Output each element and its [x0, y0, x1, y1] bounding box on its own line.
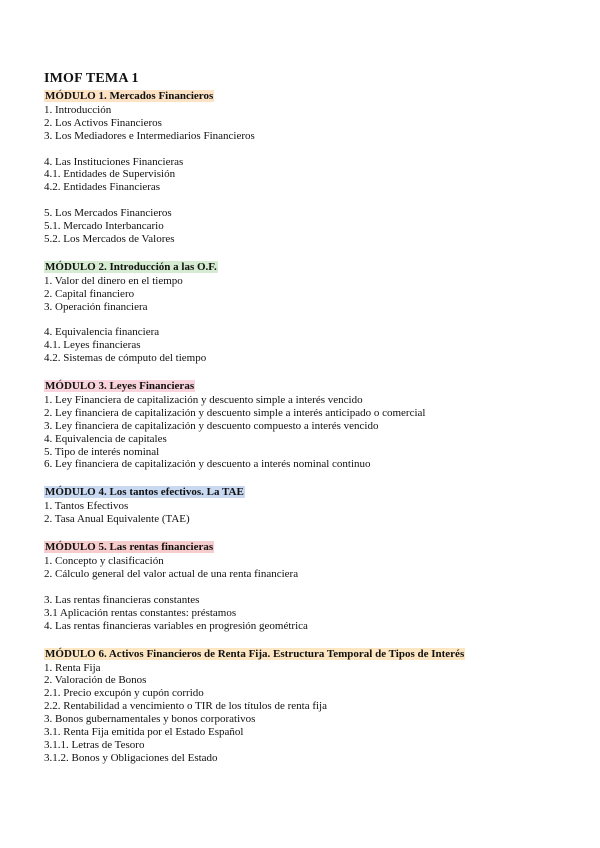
spacer	[44, 581, 584, 594]
list-item: 2. Capital financiero	[44, 287, 135, 300]
module-1-items	[44, 104, 584, 246]
module-3-items	[44, 394, 584, 471]
module-6-heading: MÓDULO 6. Activos Financieros de Renta Fija. Estructura Temporal de Tipos de Interés	[45, 647, 465, 660]
list-item: 3. Bonos gubernamentales y bonos corporativos	[44, 713, 256, 726]
list-item: 1. Introducción	[44, 104, 112, 116]
list-item: 2. Ley financiera de capitalización y descuento simple a interés anticipado o comercial	[44, 406, 426, 419]
list-item: 2. Cálculo general del valor actual de una renta financiera	[44, 568, 299, 581]
list-item: 1. Concepto y clasificación	[44, 555, 164, 568]
list-item: 3.1.2. Bonos y Obligaciones del Estado	[44, 751, 218, 764]
module-2	[44, 257, 584, 365]
list-item: 3.1.1. Letras de Tesoro	[44, 738, 145, 751]
list-item: 4. Las Instituciones Financieras	[44, 155, 184, 168]
module-1	[44, 86, 584, 246]
module-4	[44, 482, 584, 526]
list-item: 4. Equivalencia financiera	[44, 326, 160, 339]
list-item: 3. Los Mediadores e Intermediarios Financieros	[44, 129, 255, 142]
list-item: 1. Ley Financiera de capitalización y descuento simple a interés vencido	[44, 394, 363, 407]
list-item: 3.1 Aplicación rentas constantes: préstamos	[44, 606, 237, 619]
list-item: 4.1. Entidades de Supervisión	[44, 168, 176, 181]
module-1-heading: MÓDULO 1. Mercados Financieros	[45, 90, 214, 102]
module-3	[44, 376, 584, 471]
module-6-items	[44, 662, 584, 765]
list-item: 3. Operación financiera	[44, 300, 148, 313]
list-item: 2. Valoración de Bonos	[44, 674, 147, 687]
module-2-heading: MÓDULO 2. Introducción a las O.F.	[45, 260, 217, 273]
module-5-items	[44, 555, 584, 632]
list-item: 5. Tipo de interés nominal	[44, 445, 160, 458]
list-item: 3. Ley financiera de capitalización y descuento compuesto a interés vencido	[44, 419, 379, 432]
list-item: 4. Las rentas financieras variables en progresión geométrica	[44, 619, 308, 632]
list-item: 6. Ley financiera de capitalización y descuento a interés nominal continuo	[44, 458, 371, 471]
list-item: 1. Tantos Efectivos	[44, 500, 129, 513]
module-5	[44, 537, 584, 632]
list-item: 5.1. Mercado Interbancario	[44, 220, 164, 233]
module-5-heading: MÓDULO 5. Las rentas financieras	[45, 541, 214, 554]
list-item: 2.2. Rentabilidad a vencimiento o TIR de los títulos de renta fija	[44, 700, 327, 713]
spacer	[44, 143, 584, 156]
document-page	[44, 72, 584, 765]
list-item: 1. Renta Fija	[44, 661, 101, 674]
list-item: 1. Valor del dinero en el tiempo	[44, 274, 183, 287]
list-item: 2.1. Precio excupón y cupón corrido	[44, 687, 204, 700]
list-item: 4.2. Sistemas de cómputo del tiempo	[44, 352, 207, 365]
list-item: 5. Los Mercados Financieros	[44, 207, 172, 220]
list-item: 2. Tasa Anual Equivalente (TAE)	[44, 513, 190, 526]
list-item: 3.1. Renta Fija emitida por el Estado Español	[44, 725, 244, 738]
list-item: 4. Equivalencia de capitales	[44, 432, 167, 445]
module-3-heading: MÓDULO 3. Leyes Financieras	[45, 380, 195, 393]
list-item: 2. Los Activos Financieros	[44, 116, 162, 129]
spacer	[44, 194, 584, 207]
module-2-items	[44, 275, 584, 365]
document-title: IMOF TEMA 1	[44, 71, 139, 86]
module-6	[44, 644, 584, 765]
module-4-heading: MÓDULO 4. Los tantos efectivos. La TAE	[45, 486, 244, 499]
list-item: 4.1. Leyes financieras	[44, 339, 141, 352]
list-item: 4.2. Entidades Financieras	[44, 181, 161, 194]
list-item: 3. Las rentas financieras constantes	[44, 593, 200, 606]
spacer	[44, 313, 584, 326]
list-item: 5.2. Los Mercados de Valores	[44, 232, 175, 245]
module-4-items	[44, 500, 584, 526]
